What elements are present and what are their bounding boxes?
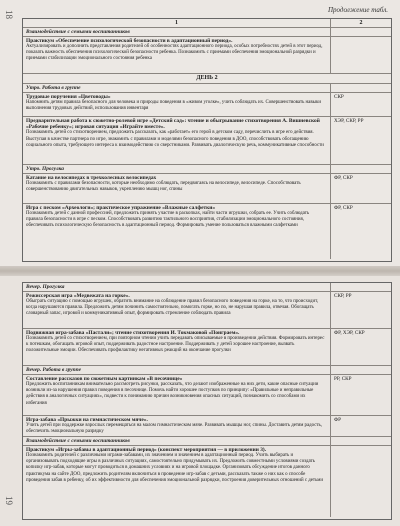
- table-header-row: [23, 19, 391, 28]
- header-col1: 1: [23, 19, 331, 27]
- page-number-top: 18: [4, 10, 14, 19]
- activity-description: Актуализировать и дополнить представления родителей об особенностях адаптационного периода, особых потребностях детей в этот период, показать важность обеспечения психологической безопасности ребенка. Познакомить с приемами обеспечения эмоциональной разрядки и приемами стабилизации эмоционального состояния ребенка: [26, 44, 323, 62]
- activity-tag: [331, 446, 391, 517]
- activity-tag: РР, СКР: [334, 376, 352, 382]
- section-title: Утро. Прогулка: [23, 165, 331, 173]
- section-row: [23, 283, 391, 292]
- activity-description: Учить детей при поддержке взрослых перемещаться на малом гимнастическом мяче. Развивать мышцы ног, спины. Доставить детям радость, обеспечить эмоциональную разрядку: [26, 423, 322, 435]
- page-gutter: [0, 266, 400, 276]
- table-bottom: [22, 282, 392, 520]
- activity-title: Игра с песком «Археологи»; практическое упражнение «Влажные салфетки»: [26, 205, 216, 211]
- activity-description: Познакомить с правилами безопасности, которые необходимо соблюдать, передвигаясь на велосипеде, велосипеде. Способствовать совершенствованию двигательных навыков, укреплению мышц ног, спины: [26, 181, 301, 193]
- table-row: [23, 292, 391, 329]
- activity-description: Предложить воспитанникам внимательно рассмотреть рисунки, рассказать, что делают изображенные на них дети, какие опасные ситуации возникли из-за нарушения правил поведения в песочнице. Помочь найти хорошее поступков по принципу: «Правильные и неправильные действия в аналогичных ситуациях», подвести к пониманию причин возникновения опасных ситуаций, познакомить со способами их избегания: [26, 382, 319, 406]
- activity-tag: ХЭР, СКР, РР: [334, 118, 364, 124]
- section-title: Вечер. Прогулка: [23, 283, 331, 291]
- table-row: [23, 446, 391, 517]
- activity-tag: ФР, СКР: [334, 175, 353, 181]
- page-number-bottom: 19: [4, 496, 14, 505]
- activity-tag: СКР: [334, 94, 344, 100]
- activity-tag: ФР, ХЭР, СКР: [334, 330, 365, 336]
- day-row: [23, 74, 391, 84]
- activity-description: Познакомить детей со стихотворением, предложить рассказать, как «работает» его герой в детском саду, перечислить в игре его действия. Выступая в качестве партнера по игре, знакомить с правилами и моделями безопасного поведения в ДОО, способствовать обогащению социального опыта, требующего интереса к взаимодействию со сверстниками. Развивать диалогическую речь, коммуникативные способности: [26, 130, 324, 148]
- activity-title: Предварительная работа к сюжетно-ролевой игре «Детский сад»: чтение и обыгрывание стихотворения А. Вишневской «Рабочие ребенку»; игровая ситуация «Играйте вместе».: [26, 118, 320, 131]
- section-row: [23, 366, 391, 375]
- activity-title: Режиссерская игра «Медвежата на горке».: [26, 293, 130, 299]
- table-row: [23, 329, 391, 366]
- activity-title: Практикум «Игры-забавы в адаптационный период» (конспект мероприятия — в приложении 3).: [26, 447, 267, 453]
- activity-title: Катание на велосипедах в трехколесных велосипедах: [26, 175, 157, 181]
- activity-description: Познакомить детей со стихотворением, при повторном чтении учить передавать описываемые в произведении действия. Формировать интерес к потешкам, обогащать игровой опыт, поддерживать радостное настроение. Поддерживать у детей хорошее настроение, вызвать положительные эмоции. Обеспечивать профилактику негативных реакций на окончание прогулки: [26, 336, 325, 354]
- header-col2: 2: [359, 20, 363, 26]
- activity-description: Познакомить детей с данной профессией, предложить принять участие в раскопках, найти части игрушки, собрать ее. Учить соблюдать правила безопасности в игре с песком. Способствовать развитию тактильного восприятия, стабилизации эмоционального состояния, обеспечивать психологическую безопасность в адаптационный период. Формировать умение пользоваться влажными салфетками: [26, 211, 310, 229]
- table-top: [22, 18, 392, 262]
- table-row: [23, 117, 391, 165]
- activity-description: Обыграть ситуацию с помощью игрушек, обратить внимание на соблюдение правил безопасного поведения на горке, на то, что происходит, когда нарушаются правила. Предложить детям починить самостоятельно, помогать горке, но по, не нарушая правила, отвечая. Обогащать словарный запас, игровой и коммуникативный опыт, формировать стремление соблюдать правила: [26, 299, 319, 317]
- section-title: Взаимодействие с семьями воспитанников: [23, 28, 331, 36]
- activity-description: Напомнить детям правила безопасного для человека и природы поведения в «живом уголке», учить соблюдать их. Совершенствовать навыки выполнения трудовых действий, использования инвентаря: [26, 100, 321, 112]
- activity-title: Подвижная игра-забава «Пастали»; чтение стихотворения И. Токмаковой «Поиграем».: [26, 330, 240, 336]
- activity-tag: ФР: [334, 417, 341, 423]
- table-row: [23, 93, 391, 117]
- activity-title: Практикум «Обеспечение психологической безопасности в адаптационный период».: [26, 38, 233, 44]
- continuation-label: Продолжение табл.: [327, 6, 388, 14]
- section-title: Вечер. Работа в группе: [23, 366, 331, 374]
- activity-tag: [331, 37, 391, 73]
- section-title: Утро. Работа в группе: [23, 84, 331, 92]
- table-row: [23, 416, 391, 437]
- activity-tag: СКР, РР: [334, 293, 352, 299]
- page-bottom: [0, 276, 400, 526]
- table-row: [23, 174, 391, 204]
- activity-title: Составление рассказов по сюжетным картинкам «В песочнице»: [26, 376, 183, 382]
- activity-title: Игра-забава «Прыжки на гимнастическом мяче».: [26, 417, 148, 423]
- table-row: [23, 37, 391, 74]
- day-title: ДЕНЬ 2: [196, 75, 218, 81]
- section-row: [23, 28, 391, 37]
- section-title: Взаимодействие с семьями воспитанников: [23, 437, 331, 445]
- section-row: [23, 437, 391, 446]
- section-row: [23, 84, 391, 93]
- section-row: [23, 165, 391, 174]
- activity-title: Трудовые поручения «Цветоводы»: [26, 94, 111, 100]
- activity-description: Познакомить родителей с различными играми-забавами, их значением и значением в адаптационный период. Учить выбирать и организовывать подходящие игры в различных ситуациях, самостоятельно придумывать их. Предложить совместными условиями создать копилку игр-забав, которые могут проводиться в домашних условиях и на игровой площадке. Организовать обсуждение итогов данного практикума на сайте ДОО, предложить родителям включиться в проведение игр-забав с детьми, рассказать также о них как о способе проведения забав в ребенку, об их эффективности для обеспечения эмоциональной разрядки, построения доверительных отношений с детьми: [26, 453, 324, 483]
- table-row: [23, 204, 391, 259]
- table-row: [23, 375, 391, 416]
- activity-tag: ФР, СКР: [334, 205, 353, 211]
